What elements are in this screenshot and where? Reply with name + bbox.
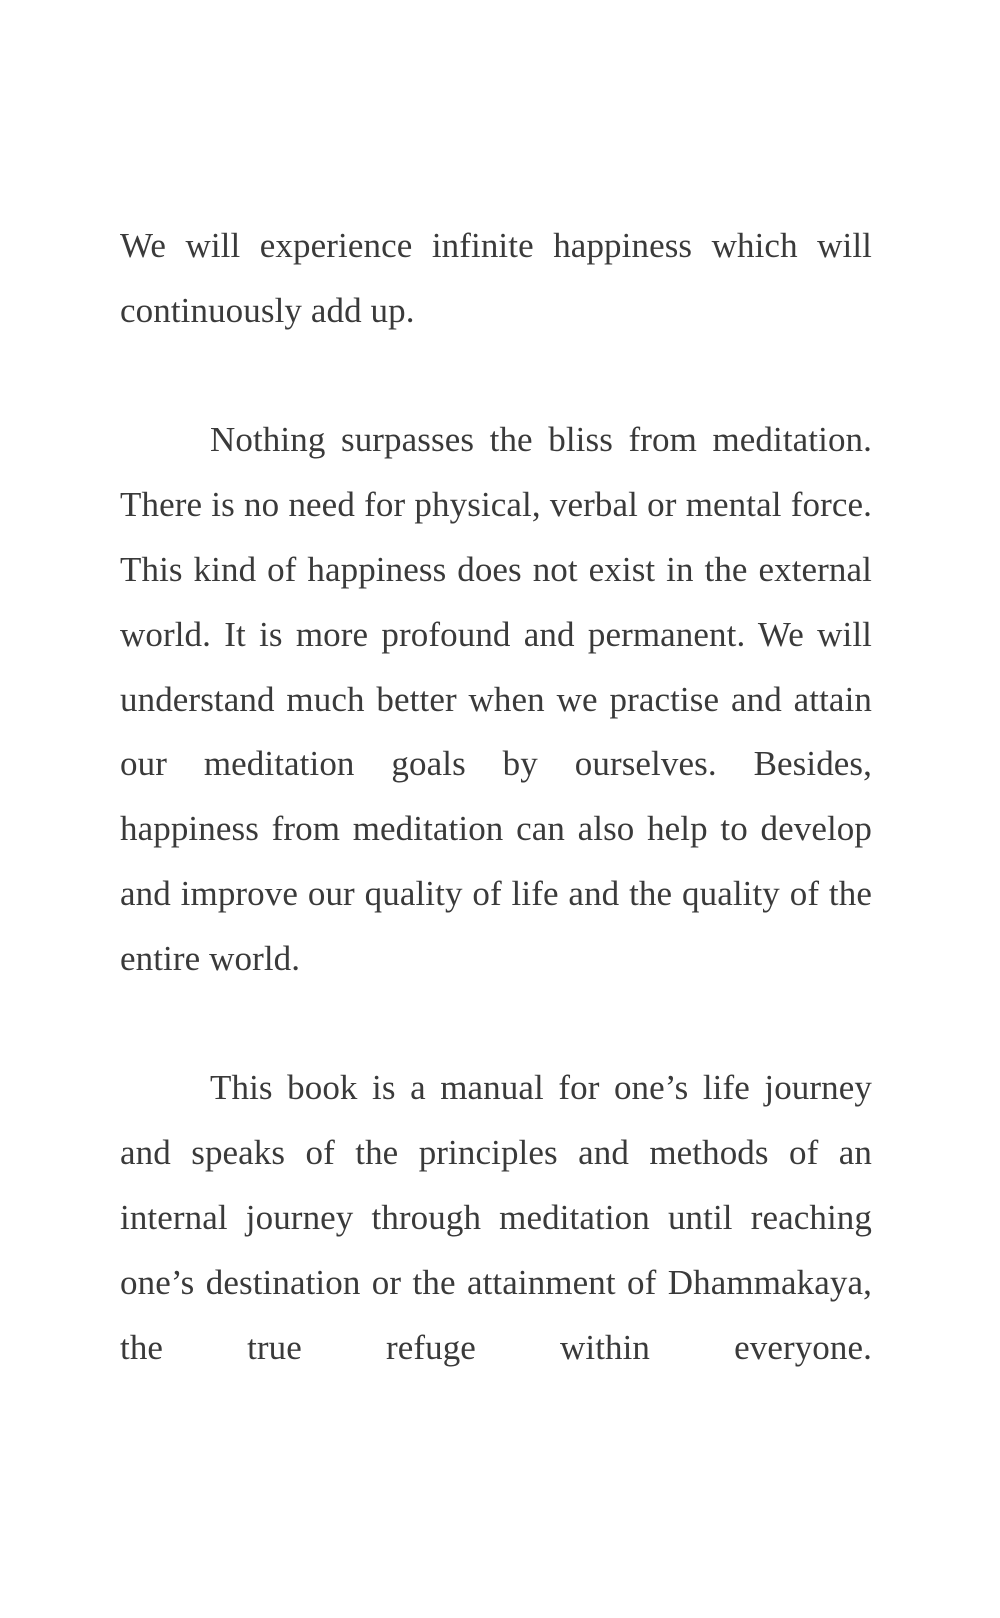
- paragraph-bliss-from-meditation: Nothing surpasses the bliss from meditation. There is no need for physical, verbal or mental force. This kind of happiness does not exist in the external world. It is more profound and permanent. We will understand much better when we practise and attain our meditation goals by ourselves. Besides, happiness from meditation can also help to develop and improve our quality of life and the quality of the entire world.: [120, 420, 872, 978]
- paragraph-book-manual: This book is a manual for one’s life journey and speaks of the principles and methods of an internal journey through meditation until reaching one’s destination or the attainment of Dhammakaya, the true refuge within everyone.: [120, 1068, 872, 1367]
- paragraph-infinite-happiness: We will experience infinite happiness which will continuously add up.: [120, 226, 872, 330]
- body-text: [120, 214, 872, 1380]
